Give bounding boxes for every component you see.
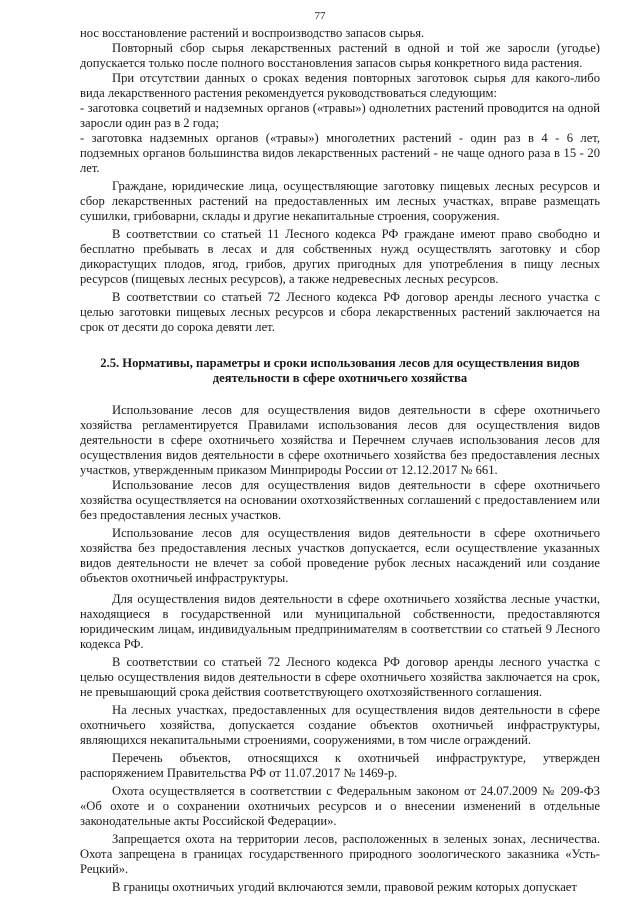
list-item: - заготовка надземных органов («травы») многолетних растений - один раз в 4 - 6 лет, подземных органов большинства видов лекарственных растений - не чаще одного раза в 15 - 20 лет. <box>80 131 600 175</box>
page-number: 77 <box>314 10 326 22</box>
section-heading: 2.5. Нормативы, параметры и сроки использования лесов для осуществления видов деятельности в сфере охотничьего хозяйства <box>100 356 580 385</box>
document-body <box>80 26 600 895</box>
paragraph: Использование лесов для осуществления видов деятельности в сфере охотничьего хозяйства регламентируется Правилами использования лесов для осуществления видов деятельности в сфере охотничьего хозяйства и Перечнем случаев использования лесов для осуществления видов деятельности в сфере охотничьего хозяйства без предоставления лесных участков, утвержденным приказом Минприроды России от 12.12.2017 № 661. <box>80 403 600 477</box>
paragraph: В соответствии со статьей 72 Лесного кодекса РФ договор аренды лесного участка с целью осуществления видов деятельности в сфере охотничьего хозяйства заключается на срок, не превышающий срока действия соответствующего охотхозяйственного соглашения. <box>80 655 600 699</box>
paragraph: Граждане, юридические лица, осуществляющие заготовку пищевых лесных ресурсов и сбор лекарственных растений на предоставленных им лесных участках, вправе размещать сушилки, грибоварни, склады и другие некапитальные строения, сооружения. <box>80 179 600 223</box>
paragraph: Охота осуществляется в соответствии с Федеральным законом от 24.07.2009 № 209-ФЗ «Об охоте и о сохранении охотничьих ресурсов и о внесении изменений в отдельные законодательные акты Российской Федерации». <box>80 784 600 828</box>
paragraph: При отсутствии данных о сроках ведения повторных заготовок сырья для какого-либо вида лекарственного растения рекомендуется руководствоваться следующим: <box>80 71 600 100</box>
paragraph: Использование лесов для осуществления видов деятельности в сфере охотничьего хозяйства осуществляется на основании охотхозяйственных соглашений с предоставлением или без предоставления лесных участков. <box>80 478 600 522</box>
paragraph: Использование лесов для осуществления видов деятельности в сфере охотничьего хозяйства без предоставления лесных участков допускается, если осуществление указанных видов деятельности не влечет за собой проведение рубок лесных насаждений или создание объектов охотничьей инфраструктуры. <box>80 526 600 585</box>
paragraph: На лесных участках, предоставленных для осуществления видов деятельности в сфере охотничьего хозяйства, допускается создание объектов охотничьей инфраструктуры, являющихся некапитальными строениями, сооружениями, в том числе ограждений. <box>80 703 600 747</box>
paragraph: Запрещается охота на территории лесов, расположенных в зеленых зонах, лесничества. Охота запрещена в границах государственного природного зоологического заказника «Усть-Рецкий». <box>80 832 600 876</box>
list-item: - заготовка соцветий и надземных органов («травы») однолетних растений проводится на одной заросли один раз в 2 года; <box>80 101 600 130</box>
paragraph: В границы охотничьих угодий включаются земли, правовой режим которых допускает <box>112 880 577 894</box>
paragraph: В соответствии со статьей 11 Лесного кодекса РФ граждане имеют право свободно и бесплатно пребывать в лесах и для собственных нужд осуществлять заготовку и сбор дикорастущих плодов, ягод, грибов, других пригодных для употребления в пищу лесных ресурсов (пищевых лесных ресурсов), а также недревесных лесных ресурсов. <box>80 227 600 286</box>
paragraph: В соответствии со статьей 72 Лесного кодекса РФ договор аренды лесного участка с целью заготовки пищевых лесных ресурсов и сбора лекарственных растений заключается на срок от десяти до сорока девяти лет. <box>80 290 600 334</box>
paragraph: Повторный сбор сырья лекарственных растений в одной и той же заросли (угодье) допускается только после полного восстановления запасов сырья конкретного вида растения. <box>80 41 600 70</box>
paragraph: Перечень объектов, относящихся к охотничьей инфраструктуре, утвержден распоряжением Правительства РФ от 11.07.2017 № 1469-р. <box>80 751 600 780</box>
paragraph: нос восстановление растений и воспроизводство запасов сырья. <box>80 26 425 40</box>
paragraph: Для осуществления видов деятельности в сфере охотничьего хозяйства лесные участки, находящиеся в государственной или муниципальной собственности, предоставляются юридическим лицам, индивидуальным предпринимателям в соответствии со статьей 9 Лесного кодекса РФ. <box>80 592 600 651</box>
